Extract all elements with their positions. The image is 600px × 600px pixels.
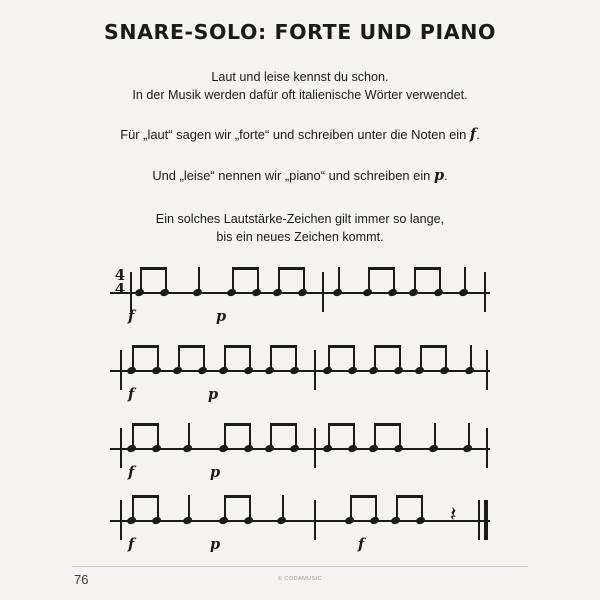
page-number: 76	[74, 572, 89, 587]
note-head	[415, 516, 426, 525]
time-signature	[112, 268, 128, 296]
dynamic-mark: f	[128, 536, 135, 553]
dynamic-mark: f	[128, 308, 135, 325]
beam	[350, 495, 376, 498]
piano-explanation	[0, 165, 600, 186]
note-head	[297, 288, 308, 297]
beam	[232, 267, 258, 270]
note-head	[464, 366, 475, 375]
barline	[314, 350, 316, 390]
barline	[314, 428, 316, 468]
barline	[120, 350, 122, 390]
barline	[120, 500, 122, 540]
beam	[374, 423, 400, 426]
note-head	[347, 444, 358, 453]
note-head	[151, 516, 162, 525]
note-head	[439, 366, 450, 375]
note-head	[226, 288, 237, 297]
time-signature-bottom: 4	[114, 280, 126, 298]
note-head	[172, 366, 183, 375]
note-head	[126, 366, 137, 375]
note-head	[408, 288, 419, 297]
beam	[224, 345, 250, 348]
note-head	[243, 516, 254, 525]
note-head	[251, 288, 262, 297]
copyright-notice: © CODAMUSIC	[277, 576, 323, 582]
rule-line-1: Ein solches Lautstärke-Zeichen gilt immer so lange,	[155, 212, 445, 226]
note-head	[218, 444, 229, 453]
barline	[120, 428, 122, 468]
note-head	[387, 288, 398, 297]
note-head	[362, 288, 373, 297]
dynamic-mark: p	[210, 464, 221, 481]
page-title: SNARE-SOLO: FORTE UND PIANO	[103, 20, 497, 44]
note-head	[243, 366, 254, 375]
beam	[270, 423, 296, 426]
note-head	[347, 366, 358, 375]
note-head	[182, 444, 193, 453]
final-barline-thin	[478, 500, 480, 540]
barline	[130, 272, 132, 312]
note-head	[344, 516, 355, 525]
forte-text-after: .	[476, 127, 480, 142]
note-head	[192, 288, 203, 297]
note-head	[390, 516, 401, 525]
note-head	[368, 444, 379, 453]
beam	[132, 345, 158, 348]
note-head	[433, 288, 444, 297]
beam	[368, 267, 394, 270]
rule-line-2: bis ein neues Zeichen kommt.	[216, 230, 384, 245]
note-head	[126, 444, 137, 453]
piano-text-after: .	[444, 168, 448, 183]
note-head	[276, 516, 287, 525]
piano-symbol: p	[433, 167, 445, 184]
beam	[328, 345, 354, 348]
note-head	[126, 516, 137, 525]
note-head	[218, 366, 229, 375]
beam	[132, 423, 158, 426]
beam	[270, 345, 296, 348]
beam	[224, 423, 250, 426]
barline	[486, 350, 488, 390]
dynamic-mark: p	[216, 308, 227, 325]
note-head	[322, 444, 333, 453]
staff-line	[110, 370, 490, 372]
beam	[140, 267, 166, 270]
music-system-2	[110, 342, 490, 416]
note-head	[151, 444, 162, 453]
intro-line-2: In der Musik werden dafür oft italienische Wörter verwendet.	[132, 88, 468, 103]
note-head	[289, 444, 300, 453]
note-head	[393, 444, 404, 453]
music-system-4	[110, 492, 490, 566]
note-head	[264, 366, 275, 375]
beam	[132, 495, 158, 498]
note-head	[458, 288, 469, 297]
note-head	[332, 288, 343, 297]
beam	[328, 423, 354, 426]
note-head	[134, 288, 145, 297]
note-head	[368, 366, 379, 375]
final-barline-thick	[484, 500, 488, 540]
quarter-rest-icon: 𝄽	[450, 502, 457, 526]
beam	[178, 345, 204, 348]
note-head	[414, 366, 425, 375]
forte-text-before: Für „laut“ sagen wir „forte“ und schreiben unter die Noten ein	[120, 127, 470, 142]
note-head	[151, 366, 162, 375]
note-head	[369, 516, 380, 525]
music-system-3	[110, 420, 490, 494]
time-signature-top: 4	[114, 266, 126, 284]
dynamic-mark: p	[210, 536, 221, 553]
note-head	[462, 444, 473, 453]
note-head	[393, 366, 404, 375]
rule-paragraph	[0, 210, 600, 247]
piano-text-before: Und „leise“ nennen wir „piano“ und schreiben ein	[152, 168, 434, 183]
note-head	[322, 366, 333, 375]
beam	[420, 345, 446, 348]
note-head	[197, 366, 208, 375]
dynamic-mark: f	[128, 464, 135, 481]
intro-paragraph	[0, 68, 600, 105]
note-head	[428, 444, 439, 453]
beam	[374, 345, 400, 348]
beam	[396, 495, 422, 498]
dynamic-mark: f	[128, 386, 135, 403]
note-head	[159, 288, 170, 297]
footer-divider	[72, 566, 528, 567]
barline	[314, 500, 316, 540]
note-head	[182, 516, 193, 525]
barline	[486, 428, 488, 468]
forte-symbol: f	[469, 126, 477, 143]
dynamic-mark: p	[208, 386, 219, 403]
barline	[484, 272, 486, 312]
note-head	[264, 444, 275, 453]
beam	[224, 495, 250, 498]
barline	[322, 272, 324, 312]
note-head	[289, 366, 300, 375]
dynamic-mark: f	[358, 536, 365, 553]
music-system-1	[110, 264, 490, 338]
intro-line-1: Laut und leise kennst du schon.	[211, 70, 389, 84]
staff-line	[110, 520, 490, 522]
beam	[278, 267, 304, 270]
beam	[414, 267, 440, 270]
forte-explanation	[0, 124, 600, 145]
note-head	[243, 444, 254, 453]
note-head	[272, 288, 283, 297]
note-head	[218, 516, 229, 525]
